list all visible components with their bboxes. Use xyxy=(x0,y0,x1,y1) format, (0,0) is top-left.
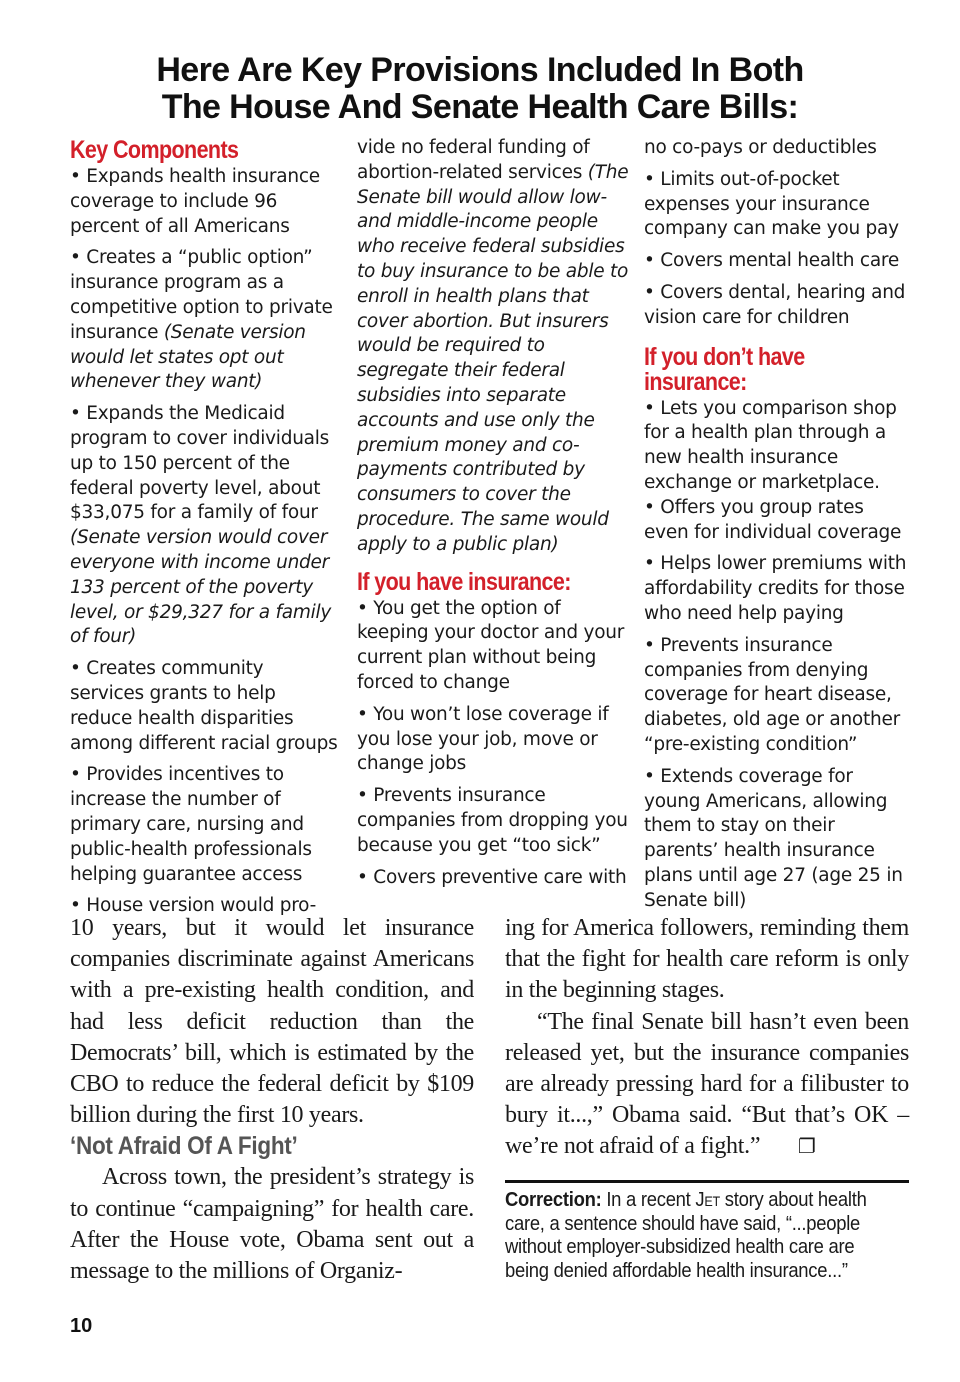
list-item: • Covers mental health care xyxy=(644,250,900,272)
heading-if-you-dont-have-insurance: If you don’t have insurance: xyxy=(644,342,805,396)
column-key-components xyxy=(70,136,338,919)
list-item: • Limits out-of-pocket expenses your insurance company can make you pay xyxy=(644,168,899,240)
correction-text: story about health care, a sentence should have said, “...people without employer-subsidized health care are being denied affordable health insurance...” xyxy=(505,1188,867,1282)
list-item: • Expands health insurance coverage to include 96 percent of all Americans xyxy=(70,166,320,237)
end-mark-icon: ❐ xyxy=(797,1134,816,1159)
article-paragraph: ing for America followers, reminding them that the fight for health care reform is only in the beginning stages. xyxy=(505,915,909,1004)
list-item: • House version would pro- xyxy=(70,895,317,917)
continued-item xyxy=(357,136,629,558)
article-paragraph: 10 years, but it would let insurance companies discriminate against Americans with a pre-existing health condition, and had less deficit reduction than the Democrats’ bill, which is estimated by the CBO to reduce the federal deficit by $109 billion during the first 10 years. xyxy=(70,915,474,1129)
heading-key-components: Key Components xyxy=(70,136,239,164)
heading-if-you-have-insurance: If you have insurance: xyxy=(357,567,571,596)
list-item: • Provides incentives to increase the number of primary care, nursing and public-health professionals helping guarantee access xyxy=(70,764,312,885)
list-item: • Covers preventive care with xyxy=(357,866,627,888)
list-item: • Offers you group rates even for individual coverage xyxy=(644,496,902,543)
list-item: • Covers dental, hearing and vision care for children xyxy=(644,281,906,328)
article-column-left xyxy=(70,913,474,1287)
list-item: • You won’t lose coverage if you lose your job, move or change jobs xyxy=(357,703,609,775)
list-item: • Prevents insurance companies from dropping you because you get “too sick” xyxy=(357,785,628,856)
title-line-2: The House And Senate Health Care Bills: xyxy=(161,88,799,126)
article-paragraph xyxy=(505,1007,909,1163)
page-number: 10 xyxy=(70,1315,93,1337)
list-item: • Lets you comparison shop for a health plan through a new health insurance exchange or marketplace. xyxy=(644,397,897,493)
senate-abortion-note: (The Senate bill would allow low- and middle-income people who receive federal subsidies to buy insurance to be able to enroll in health plans that cover abortion. But insurers would be required to segregate their federal subsidies into separate accounts and use only the premium money and co-payments contributed by consumers to cover the procedure. The same would apply to a public plan) xyxy=(357,161,629,555)
article-quote: “The final Senate bill hasn’t even been released yet, but the insurance companies are already pressing hard for a filibuster to bury it...,” Obama said. “But that’s OK –we’re not afraid of a fight.” xyxy=(505,1008,909,1160)
correction-note xyxy=(505,1188,901,1282)
column-if-you-dont-have-insurance xyxy=(644,136,912,914)
correction-text: In a recent xyxy=(601,1188,696,1211)
page-title xyxy=(0,52,960,126)
list-item: • You get the option of keeping your doctor and your current plan without being forced to change xyxy=(357,597,625,693)
divider xyxy=(505,1180,909,1183)
column-if-you-have-insurance xyxy=(357,136,629,890)
list-item: • Helps lower premiums with affordability credits for those who need help paying xyxy=(644,553,907,624)
list-item: • Expands the Medicaid program to cover individuals up to 150 percent of the federal poverty level, about $33,075 for a family of four (Senate version would cover everyone with income under 133 percent of the poverty level, or $29,327 for a family of four) xyxy=(70,403,332,648)
article-subhead: ‘Not Afraid Of A Fight’ xyxy=(70,1132,298,1161)
continued-text: vide no federal funding of abortion-related services xyxy=(357,137,590,183)
list-item: • Creates community services grants to help reduce health disparities among different racial groups xyxy=(70,658,338,754)
title-line-1: Here Are Key Provisions Included In Both xyxy=(156,51,804,89)
correction-label: Correction: xyxy=(505,1188,602,1211)
list-item: • Creates a “public option” insurance program as a competitive option to private insurance (Senate version would let states opt out whenever they want) xyxy=(70,247,333,393)
list-item: • Prevents insurance companies from denying coverage for heart disease, diabetes, old age or another “pre-existing condition” xyxy=(644,634,900,755)
article-column-right xyxy=(505,913,909,1163)
magazine-name: Jet xyxy=(695,1188,720,1211)
continued-text: no co-pays or deductibles xyxy=(644,137,877,158)
list-item: • Extends coverage for young Americans, allowing them to stay on their parents’ health insurance plans until age 27 (age 25 in Senate bill) xyxy=(644,765,903,911)
article-paragraph: Across town, the president’s strategy is to continue “campaigning” for health care. After the House vote, Obama sent out a message to the millions of Organiz- xyxy=(70,1164,474,1285)
